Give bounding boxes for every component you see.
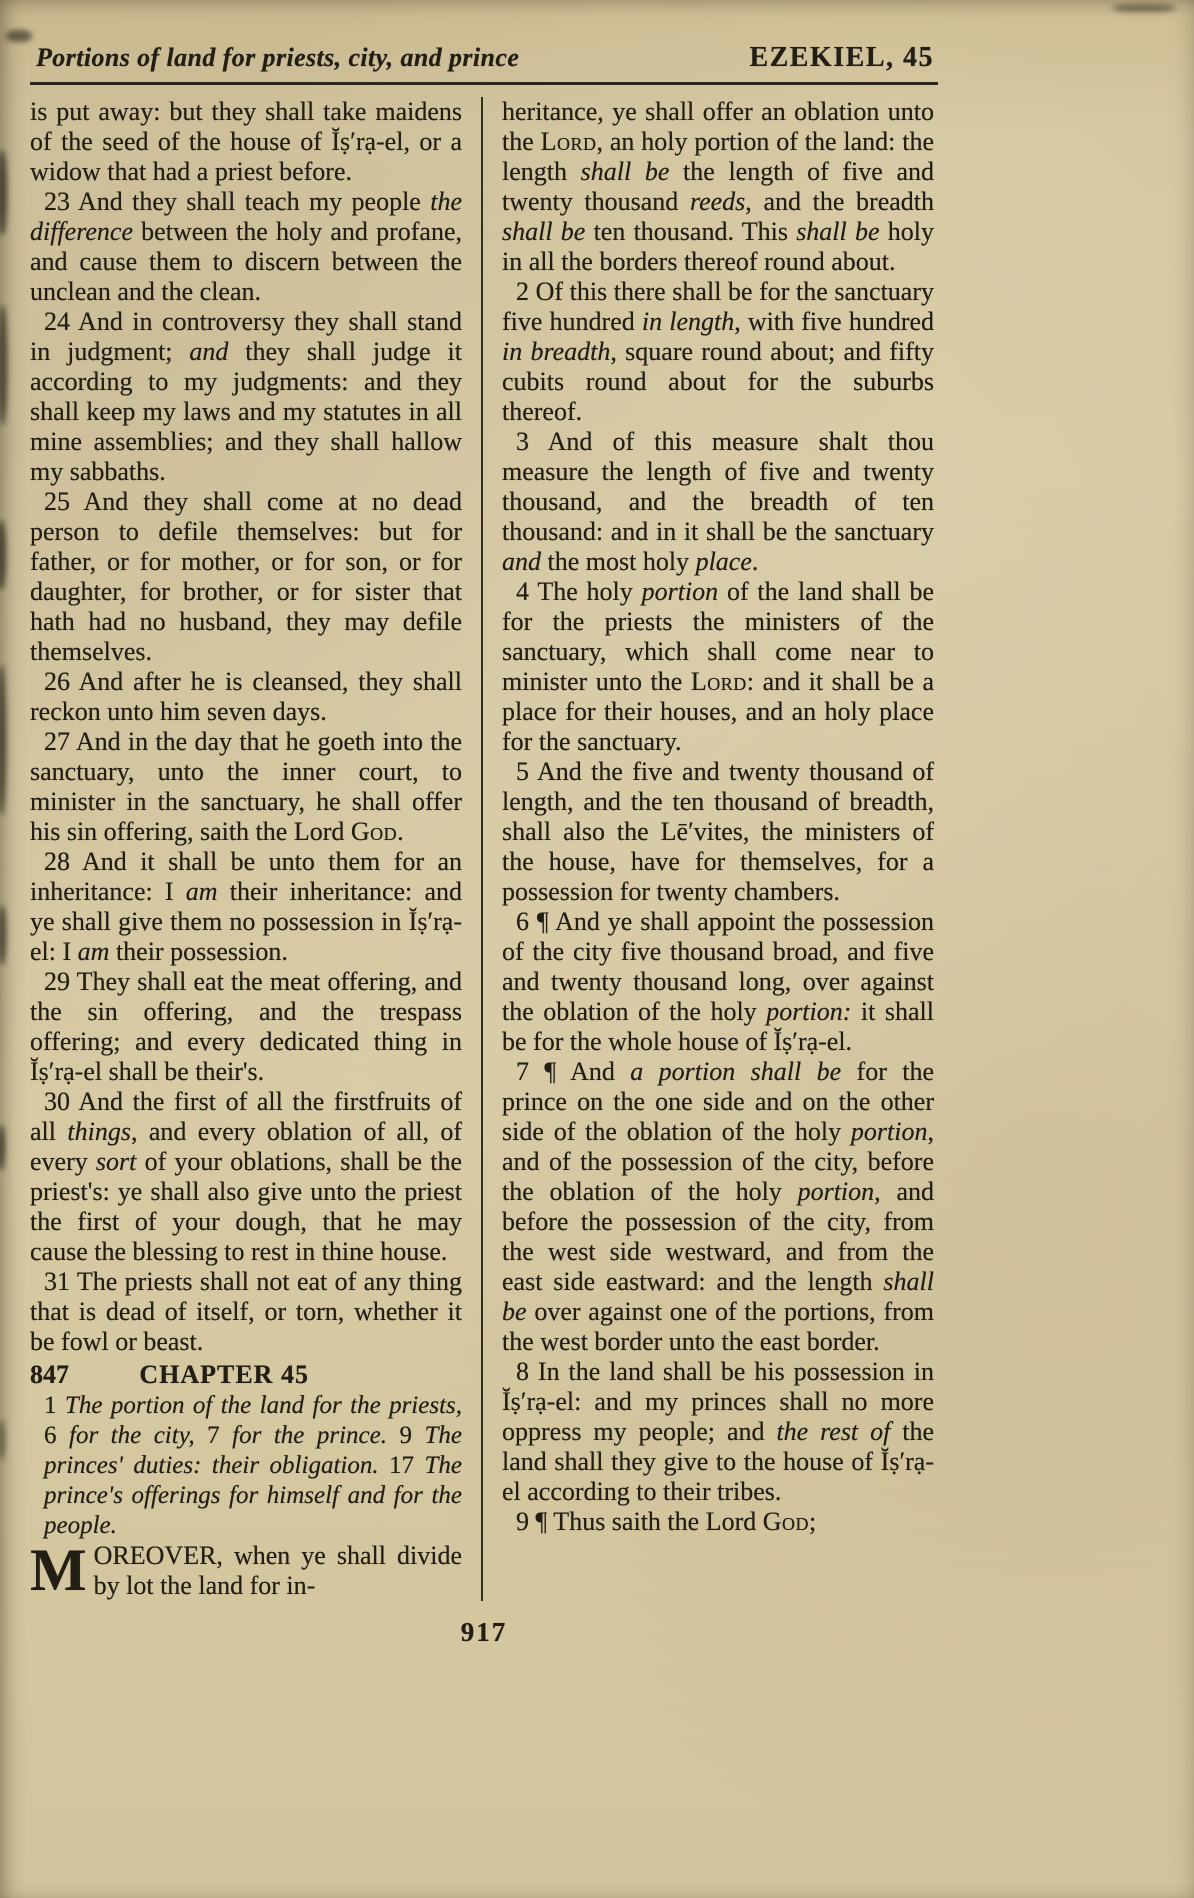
continuation-paragraph: is put away: but they shall take maidens of the seed of the house of Ĭṣ′rạ-el, or a widow that had a priest before. [30,97,462,186]
page-content [30,42,938,1648]
verse-paragraph: 3 And of this measure shalt thou measure the length of five and twenty thousand, and the breadth of ten thousand: and in it shall be the sanctuary and the most holy place. [502,427,934,576]
column-divider [481,97,483,1601]
header-rule [30,82,938,85]
chapter-heading-line [30,1359,462,1391]
drop-cap-paragraph: MOREOVER, when ye shall divide by lot the land for in- [30,1537,462,1603]
ink-smudge [0,1125,5,1170]
ink-smudge [6,30,32,42]
verse-paragraph: 29 They shall eat the meat offering, and the sin offering, and the trespass offering; and every dedicated thing in Ĭṣ′rạ-el shall be their's. [30,967,462,1086]
verse-paragraph: 24 And in controversy they shall stand in judgment; and they shall judge it according to my judgments: and they shall keep my laws and my statutes in all mine assemblies; and they shall hallow my sabbaths. [30,307,462,486]
text-columns [30,97,938,1601]
page-footer [30,1617,938,1648]
verse-paragraph: 4 The holy portion of the land shall be for the priests the ministers of the sanctuary, which shall come near to minister unto the Lord: and it shall be a place for their houses, and an holy place for the sanctuary. [502,577,934,756]
verse-paragraph: 9 ¶ Thus saith the Lord God; [516,1507,817,1536]
verse-paragraph: 25 And they shall come at no dead person to defile themselves: but for father, or for mother, or for son, or for daughter, for brother, or for sister that hath had no husband, they may defile themselves. [30,487,462,666]
verse-paragraph: 5 And the five and twenty thousand of length, and the ten thousand of breadth, shall also the Lē′vites, the ministers of the house, have for themselves, for a possession for twenty chambers. [502,757,934,906]
ink-smudge [1112,4,1176,12]
verse-paragraph: 31 The priests shall not eat of any thing that is dead of itself, or torn, whether it be fowl or beast. [30,1267,462,1356]
verse-paragraph: 2 Of this there shall be for the sanctuary five hundred in length, with five hundred in breadth, square round about; and fifty cubits round about for the suburbs thereof. [502,277,935,426]
chapter-title: CHAPTER 45 [139,1360,309,1389]
verse-paragraph: 7 ¶ And a portion shall be for the prince on the one side and on the other side of the oblation of the holy portion, and of the possession of the city, before the oblation of the holy portion, and before the possession of the city, from the west side westward, and from the east side eastward: and the length shall be over against one of the portions, from the west border unto the east border. [502,1057,935,1356]
continuation-paragraph: heritance, ye shall offer an oblation unto the Lord, an holy portion of the land: the length shall be the length of five and twenty thousand reeds, and the breadth shall be ten thousand. This shall be holy in all the borders thereof round about. [502,97,935,276]
verse-paragraph: 28 And it shall be unto them for an inheritance: I am their inheritance: and ye shall give them no possession in Ĭṣ′rạ-el: I am their possession. [30,847,462,966]
ink-smudge [0,520,6,590]
verse-paragraph: 30 And the first of all the firstfruits of all things, and every oblation of all, of every sort of your oblations, shall be the priest's: ye shall also give unto the priest the first of your dough, that he may cause the blessing to rest in thine house. [30,1087,462,1266]
book-chapter-reference: EZEKIEL, 45 [749,42,934,73]
left-column [30,97,462,1601]
verse-paragraph: 8 In the land shall be his possession in Ĭṣ′rạ-el: and my princes shall no more oppress my people; and the rest of the land shall they give to the house of Ĭṣ′rạ-el according to their tribes. [502,1357,935,1506]
ink-smudge [0,665,6,815]
ink-smudge [0,305,7,425]
chapter-summary: 1 The portion of the land for the priests, 6 for the city, 7 for the prince. 9 The princes' duties: their obligation. 17 The prince's offerings for himself and for the people. [44,1392,463,1539]
page-ref-number: 847 [30,1360,69,1389]
verse-paragraph: 6 ¶ And ye shall appoint the possession of the city five thousand broad, and five and twenty thousand long, over against the oblation of the holy portion: it shall be for the whole house of Ĭṣ′rạ-el. [502,907,934,1056]
page-header [30,42,938,74]
drop-cap-initial: M [30,1537,87,1603]
verse-paragraph: 23 And they shall teach my people the difference between the holy and profane, and cause them to discern between the unclean and the clean. [30,187,462,306]
ink-smudge [0,905,6,965]
verse-paragraph: 26 And after he is cleansed, they shall reckon unto him seven days. [30,667,462,726]
verse-paragraph: 27 And in the day that he goeth into the sanctuary, unto the inner court, to minister in the sanctuary, he shall offer his sin offering, saith the Lord God. [30,727,462,846]
ink-smudge [0,1420,5,1460]
running-title: Portions of land for priests, city, and prince [36,43,520,72]
page-number: 917 [460,1617,508,1647]
ink-smudge [0,150,7,235]
right-column [502,97,934,1601]
